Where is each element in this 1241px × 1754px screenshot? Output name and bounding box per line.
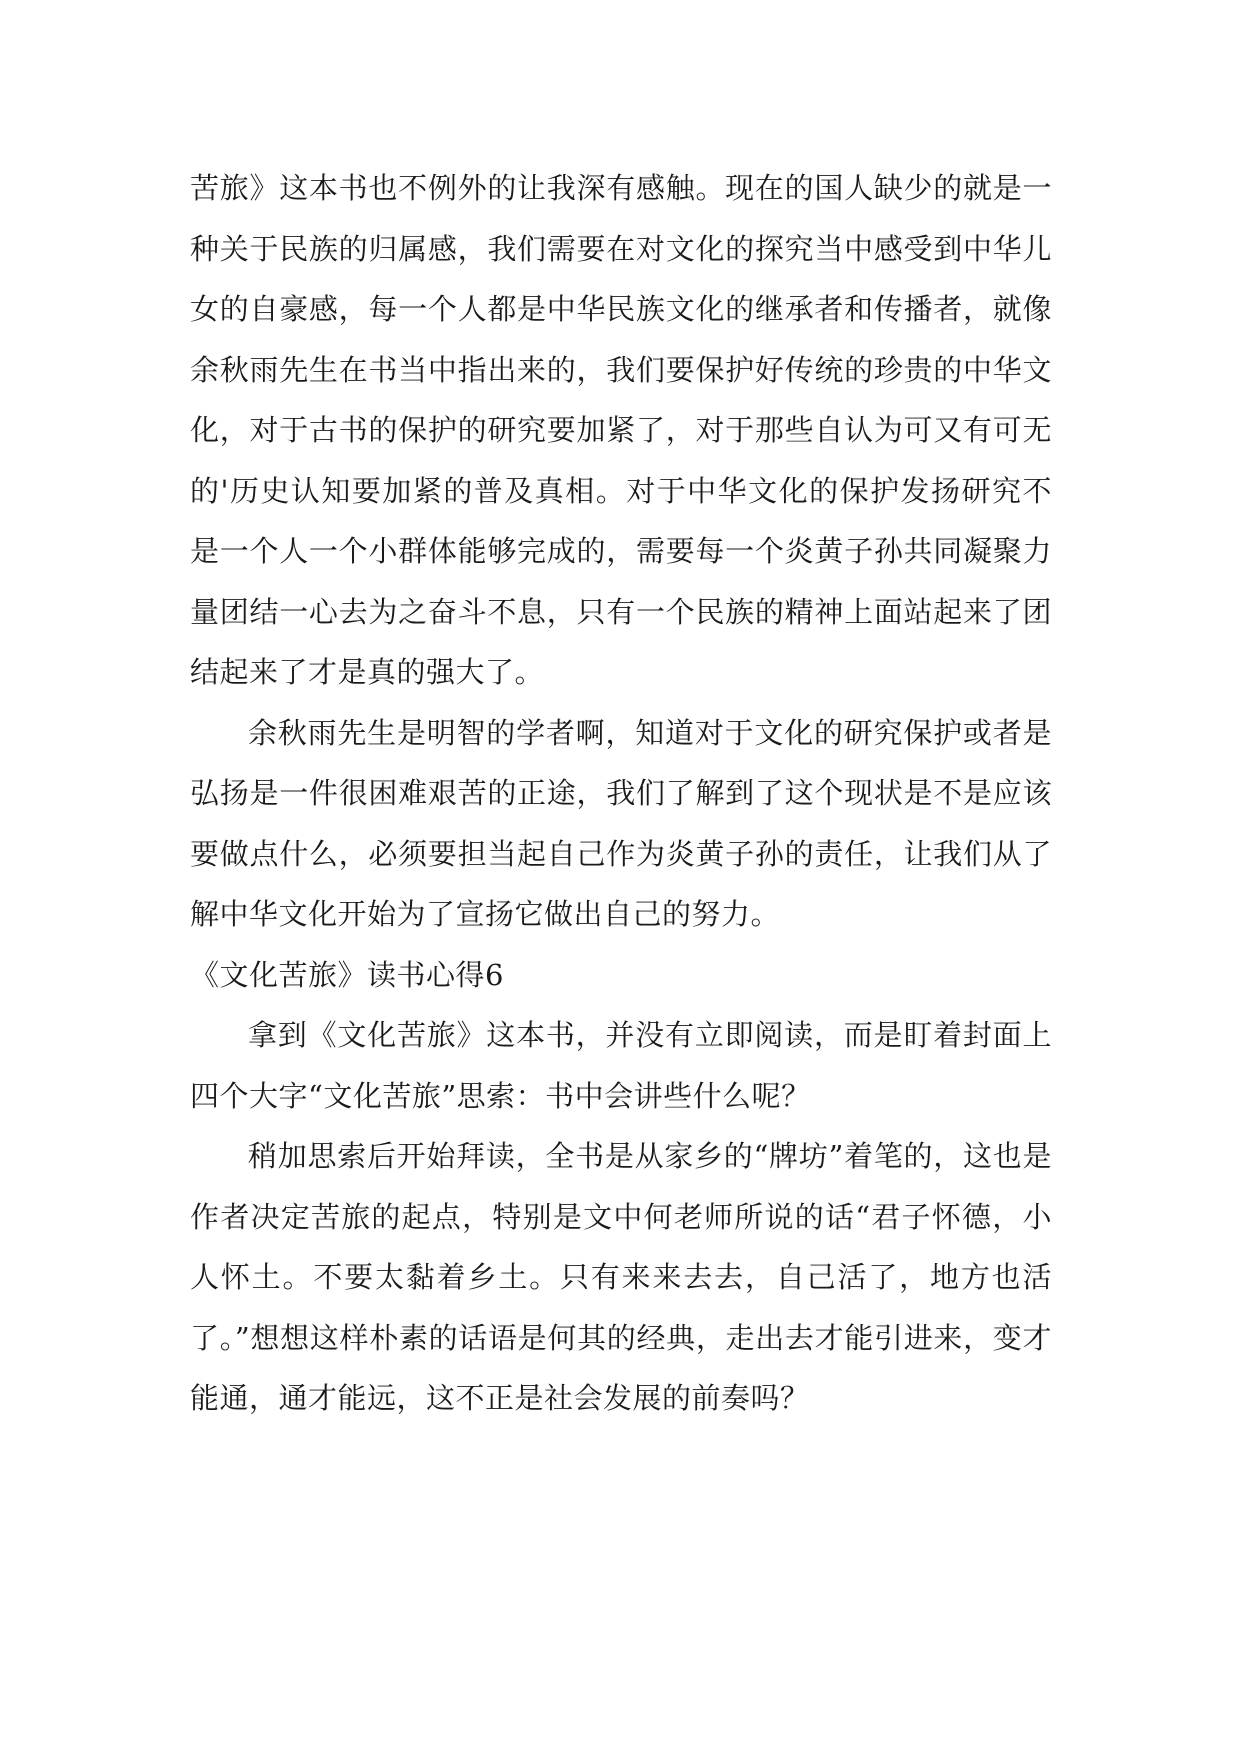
document-page bbox=[190, 158, 1052, 1429]
paragraph-yu-qiuyu: 余秋雨先生是明智的学者啊，知道对于文化的研究保护或者是弘扬是一件很困难艰苦的正途，我们了解到了这个现状是不是应该要做点什么，必须要担当起自己作为炎黄子孙的责任，让我们从了解中华文化开始为了宣扬它做出自己的努力。 bbox=[190, 715, 1052, 931]
paragraph-continuation: 苦旅》这本书也不例外的让我深有感触。现在的国人缺少的就是一种关于民族的归属感，我们需要在对文化的探究当中感受到中华儿女的自豪感，每一个人都是中华民族文化的继承者和传播者，就像余秋雨先生在书当中指出来的，我们要保护好传统的珍贵的中华文化，对于古书的保护的研究要加紧了，对于那些自认为可又有可无的'历史认知要加紧的普及真相。对于中华文化的保护发扬研究不是一个人一个小群体能够完成的，需要每一个炎黄子孙共同凝聚力量团结一心去为之奋斗不息，只有一个民族的精神上面站起来了团结起来了才是真的强大了。 bbox=[190, 171, 1052, 689]
paragraph-first-impression: 拿到《文化苦旅》这本书，并没有立即阅读，而是盯着封面上四个大字“文化苦旅”思索：书中会讲些什么呢？ bbox=[190, 1018, 1052, 1113]
paragraph-reading: 稍加思索后开始拜读，全书是从家乡的“牌坊”着笔的，这也是作者决定苦旅的起点，特别是文中何老师所说的话“君子怀德，小人怀土。不要太黏着乡土。只有来来去去，自己活了，地方也活了。”想想这样朴素的话语是何其的经典，走出去才能引进来，变才能通，通才能远，这不正是社会发展的前奏吗？ bbox=[190, 1139, 1052, 1415]
section-title: 《文化苦旅》读书心得6 bbox=[190, 957, 504, 992]
